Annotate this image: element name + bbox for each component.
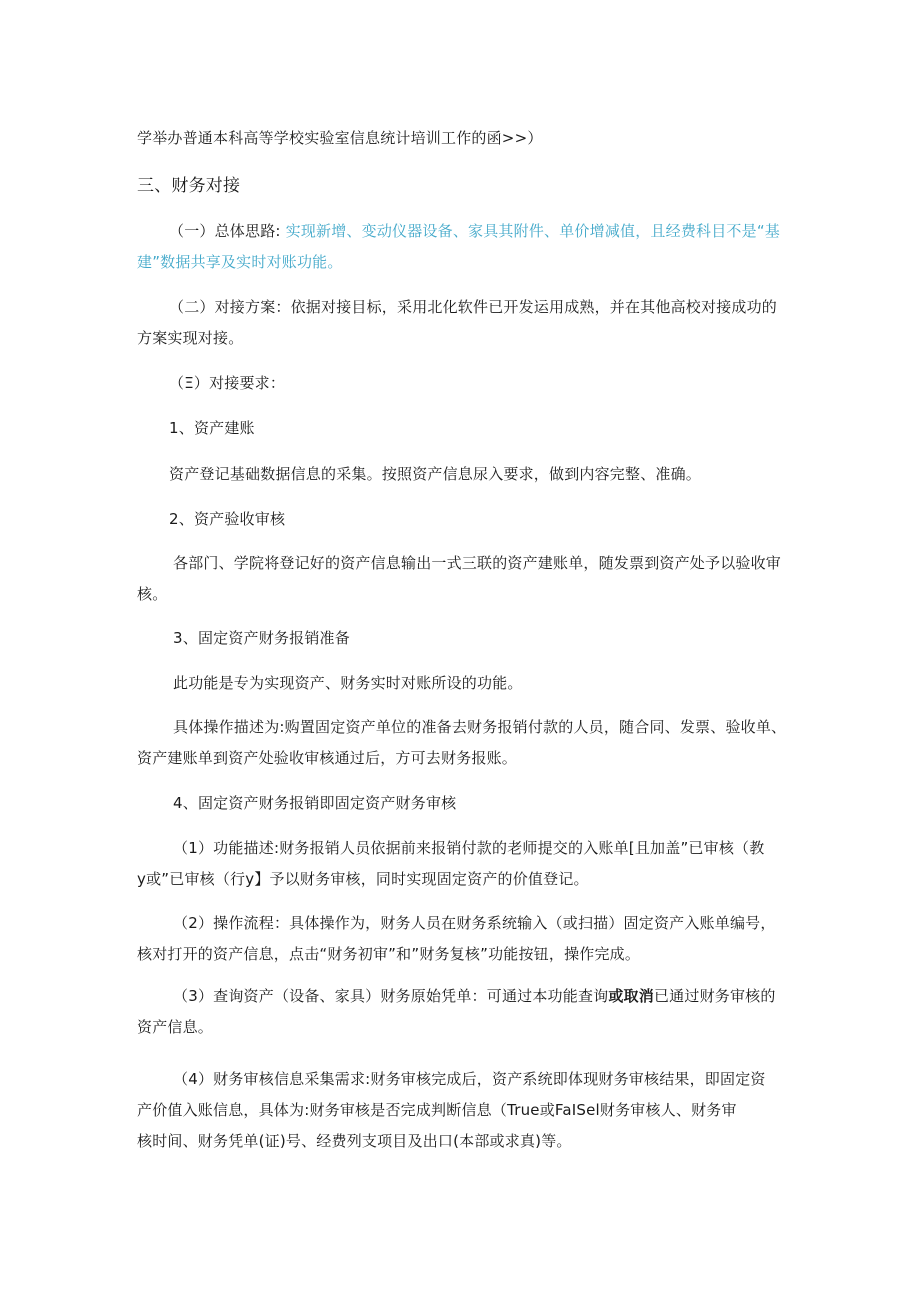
item4-title: 4、固定资产财务报销即固定资产财务审核 [173,794,457,812]
p1-highlight-line2: 建”数据共享及实时对账功能。 [137,253,343,271]
p2-line1: （二）对接方案：依据对接目标，采用北化软件已开发运用成熟，并在其他高校对接成功的 [169,298,778,316]
p1-highlight-line1: 实现新增、变动仪器设备、家具其附件、单价增减值，且经费科目不是“基 [285,222,780,240]
p3-line: （Ξ）对接要求： [169,374,286,392]
item3-title: 3、固定资产财务报销准备 [173,629,350,647]
item4-s2-line2: 核对打开的资产信息，点击“财务初审”和”财务复核”功能按钮，操作完成。 [137,945,641,963]
item4-s3-bold: 或取消 [608,987,654,1005]
p2-line2: 方案实现对接。 [137,329,244,347]
item3-detail-line2: 资产建账单到资产处验收审核通过后，方可去财务报账。 [137,749,518,767]
p1-prefix: （一）总体思路: [169,222,281,240]
item2-title: 2、资产验收审核 [169,510,286,528]
item4-s4-line1: （4）财务审核信息采集需求:财务审核完成后，资产系统即体现财务审核结果，即固定资 [173,1070,766,1088]
item4-s3-line2: 资产信息。 [137,1018,214,1036]
intro-line: 学举办普通本科高等学校实验室信息统计培训工作的函>>） [137,129,543,147]
item2-line2: 核。 [137,585,168,603]
item4-s1-line2: y或”已审核（行y】予以财务审核，同时实现固定资产的价值登记。 [137,870,589,888]
item4-s4-line2: 产价值入账信息，具体为:财务审核是否完成判断信息（True或FaISel财务审核人、财务审 [137,1101,737,1119]
item3-detail-line1: 具体操作描述为:购置固定资产单位的准备去财务报销付款的人员，随合同、发票、验收单、 [173,718,787,736]
item4-s4-line3: 核时间、财务凭单(证)号、经费列支项目及出口(本部或求真)等。 [137,1132,572,1150]
p1-line1 [169,221,780,241]
section-3-title: 三、财务对接 [137,176,241,196]
item3-body: 此功能是专为实现资产、财务实时对账所设的功能。 [173,674,523,692]
item4-s3-suffix: 已通过财务审核的 [653,987,776,1005]
item2-line1: 各部门、学院将登记好的资产信息输出一式三联的资产建账单，随发票到资产处予以验收审 [173,554,782,572]
item4-s2-line1: （2）操作流程：具体操作为，财务人员在财务系统输入（或扫描）固定资产入账单编号， [173,914,776,932]
item4-s3-line1 [173,986,776,1006]
item4-s3-prefix: （3）查询资产（设备、家具）财务原始凭单：可通过本功能查询 [173,987,609,1005]
item4-s1-line1: （1）功能描述:财务报销人员依据前来报销付款的老师提交的入账单[且加盖”已审核（教 [173,839,765,857]
item1-title: 1、资产建账 [169,419,255,437]
item1-body: 资产登记基础数据信息的采集。按照资产信息尿入要求，做到内容完整、准确。 [169,465,702,483]
